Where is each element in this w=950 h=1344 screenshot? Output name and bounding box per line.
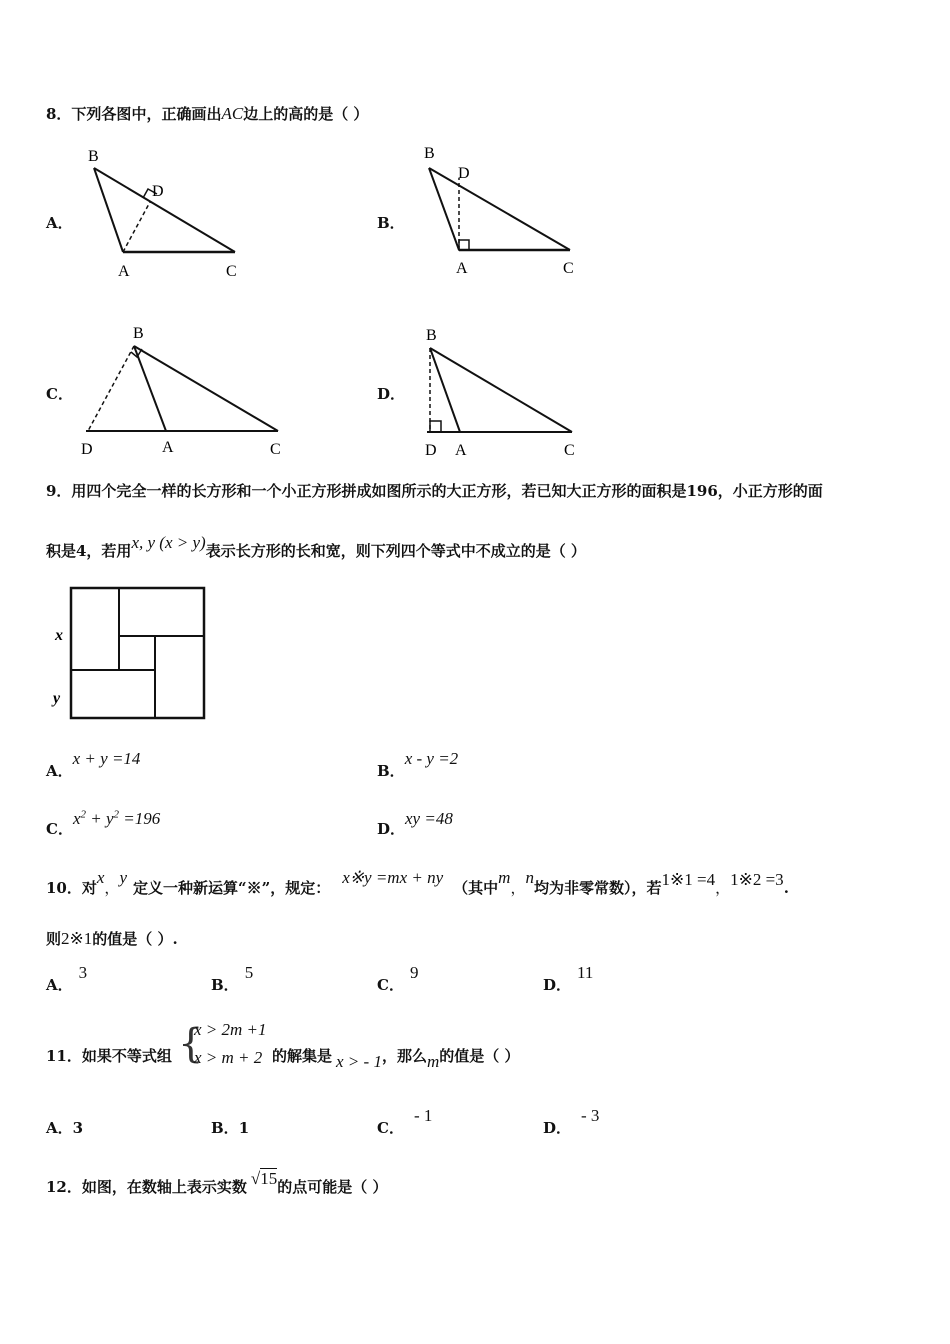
q8-stem-text-end: 边上的高的是（ ） bbox=[243, 105, 369, 123]
height-dashed bbox=[88, 346, 134, 431]
label-d: D bbox=[425, 442, 437, 459]
q11-stem-pre: 11．如果不等式组 bbox=[46, 1047, 172, 1065]
q9-option-a bbox=[46, 749, 141, 781]
q9-option-c-label: C． bbox=[46, 820, 73, 838]
right-angle-mark bbox=[430, 421, 441, 432]
q8-figure-a bbox=[80, 140, 260, 285]
side-bc bbox=[430, 348, 572, 432]
q11-inequality-1: x > 2m +1 bbox=[194, 1020, 267, 1039]
q8-figure-b bbox=[415, 138, 595, 283]
q8-figure-d bbox=[415, 320, 595, 465]
q9-stem-line1: 9．用四个完全一样的长方形和一个小正方形拼成如图所示的大正方形，若已知大正方形的面积是196，小正方形的面 bbox=[46, 482, 823, 500]
q9-option-d bbox=[377, 809, 453, 839]
q8-figure-c bbox=[78, 318, 288, 463]
q9-option-b-label: B． bbox=[377, 762, 405, 780]
label-d: D bbox=[458, 165, 470, 182]
label-c: C bbox=[270, 441, 281, 458]
q10-option-c: C．9 bbox=[377, 963, 419, 994]
side-ba bbox=[430, 348, 460, 432]
small-square bbox=[119, 636, 155, 670]
q10-stem-line2: 则2※1的值是（ ）. bbox=[46, 929, 178, 948]
label-c: C bbox=[226, 263, 237, 280]
rectangle-top bbox=[119, 588, 204, 636]
q9-square-figure bbox=[46, 582, 216, 727]
label-a: A bbox=[456, 260, 468, 277]
side-ba bbox=[94, 168, 123, 252]
q8-option-d-label: D． bbox=[377, 385, 406, 403]
q9-option-a-label: A． bbox=[46, 762, 73, 780]
q8-option-b-label: B． bbox=[377, 214, 405, 232]
q9-option-c bbox=[46, 808, 161, 839]
side-bc bbox=[94, 168, 235, 252]
q9-option-d-expr: xy =48 bbox=[405, 809, 453, 828]
q10-option-a: A．3 bbox=[46, 963, 88, 994]
q9-option-a-expr: x + y =14 bbox=[72, 749, 141, 768]
q9-option-b bbox=[377, 749, 459, 781]
label-a: A bbox=[118, 263, 130, 280]
rectangle-left bbox=[71, 588, 119, 670]
q10-option-d: D．11 bbox=[543, 963, 594, 994]
q8-option-a-label: A． bbox=[46, 214, 73, 232]
label-d: D bbox=[81, 441, 93, 458]
label-c: C bbox=[564, 442, 575, 459]
rectangle-right bbox=[155, 636, 204, 718]
q11-stem-rest: 的解集是 x > - 1，那么m的值是（ ） bbox=[272, 1047, 520, 1071]
side-ba bbox=[134, 346, 166, 431]
q11-option-a: A．3 bbox=[46, 1119, 84, 1137]
q9-option-d-label: D． bbox=[377, 820, 406, 838]
label-a: A bbox=[162, 439, 174, 456]
rectangle-bottom bbox=[71, 670, 155, 718]
q9-option-c-expr: $x^2 + y^2 =196$ bbox=[72, 808, 161, 828]
label-b: B bbox=[133, 325, 144, 342]
label-b: B bbox=[88, 148, 99, 165]
side-bc bbox=[134, 346, 278, 431]
q11-inequality-2: x > m + 2 bbox=[194, 1048, 263, 1067]
height-dashed bbox=[123, 202, 150, 252]
side-ba bbox=[429, 168, 459, 250]
q12-stem: 12．如图，在数轴上表示实数 √15的点可能是（ ） bbox=[46, 1169, 388, 1196]
q11-option-d: D．- 3 bbox=[543, 1106, 600, 1137]
q10-option-b: B．5 bbox=[211, 963, 254, 994]
q9-stem-text-end: 表示长方形的长和宽，则下列四个等式中不成立的是（ ） bbox=[205, 542, 586, 560]
q9-stem-text: 积是4，若用 bbox=[46, 542, 132, 560]
q9-stem-math: x, y (x > y) bbox=[131, 533, 206, 552]
side-bc bbox=[429, 168, 570, 250]
label-b: B bbox=[426, 327, 437, 344]
big-square bbox=[71, 588, 204, 718]
q11-option-c: C．- 1 bbox=[377, 1106, 433, 1137]
label-y: y bbox=[53, 690, 61, 707]
label-c: C bbox=[563, 260, 574, 277]
label-d: D bbox=[152, 183, 164, 200]
label-b: B bbox=[424, 145, 435, 162]
q11-brace: { bbox=[178, 1021, 204, 1067]
q10-stem-line1: 10．对x，y定义一种新运算“※”，规定：x※y =mx + ny（其中m，n均为非零常数），若1※1 =4，1※2 =3. bbox=[46, 868, 789, 897]
q8-stem-math: AC bbox=[221, 104, 244, 123]
label-x: x bbox=[55, 627, 63, 644]
q8-option-c-label: C． bbox=[46, 385, 73, 403]
q8-stem-text: 8．下列各图中，正确画出 bbox=[46, 105, 222, 123]
label-a: A bbox=[455, 442, 467, 459]
q11-option-b: B．1 bbox=[211, 1119, 250, 1137]
q9-option-b-expr: x - y =2 bbox=[404, 749, 459, 768]
q8-stem bbox=[46, 103, 368, 124]
q9-stem-line2 bbox=[46, 533, 586, 561]
q12-sqrt: √15 bbox=[250, 1169, 278, 1188]
right-angle-mark bbox=[459, 240, 469, 250]
